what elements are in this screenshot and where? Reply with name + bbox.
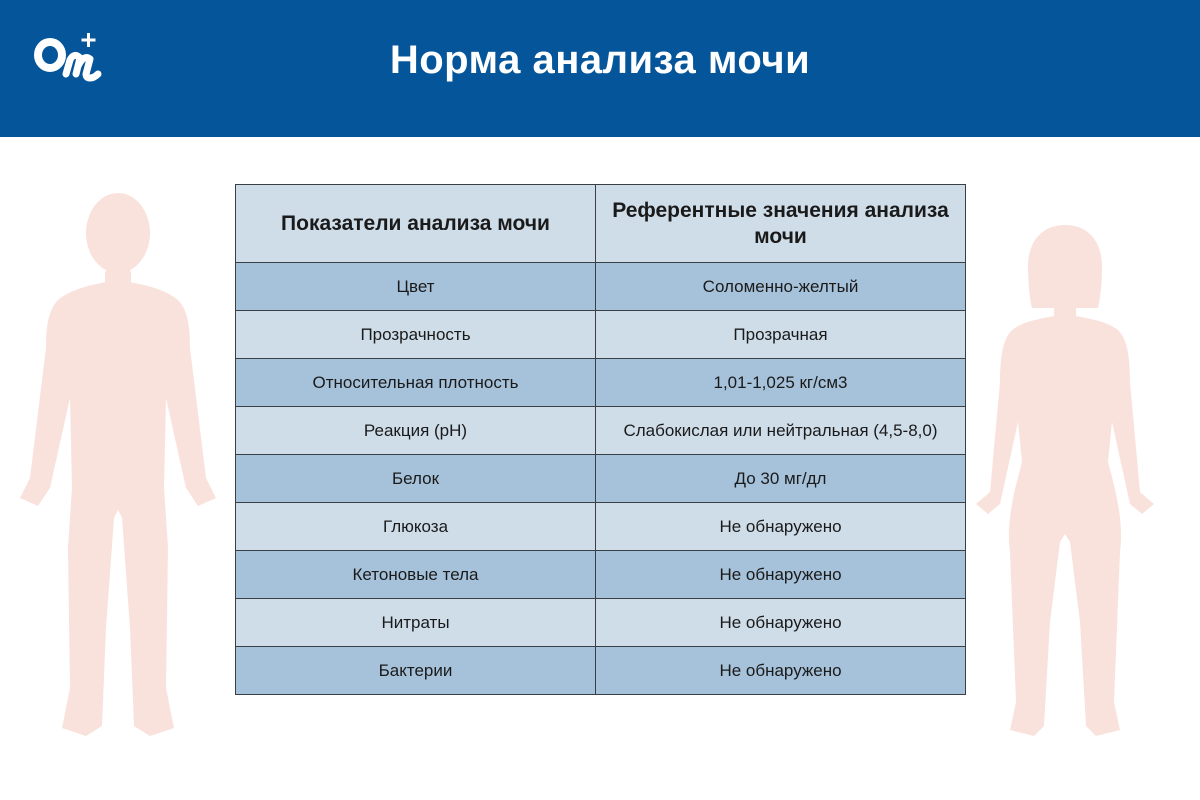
table-row — [236, 551, 966, 599]
column-header-indicator: Показатели анализа мочи — [236, 185, 596, 263]
table-row — [236, 599, 966, 647]
indicator-cell: Бактерии — [236, 647, 596, 695]
table-row — [236, 647, 966, 695]
reference-cell: Не обнаружено — [596, 599, 966, 647]
reference-cell: Не обнаружено — [596, 647, 966, 695]
table-header-row — [236, 185, 966, 263]
table-row — [236, 359, 966, 407]
reference-cell: Слабокислая или нейтральная (4,5-8,0) — [596, 407, 966, 455]
indicator-cell: Белок — [236, 455, 596, 503]
urine-reference-table — [235, 184, 966, 695]
reference-cell: 1,01-1,025 кг/см3 — [596, 359, 966, 407]
table-row — [236, 311, 966, 359]
indicator-cell: Прозрачность — [236, 311, 596, 359]
page-title: Норма анализа мочи — [389, 38, 811, 82]
column-header-reference: Референтные значения анализа мочи — [596, 185, 966, 263]
reference-cell: Не обнаружено — [596, 503, 966, 551]
header-bar — [0, 0, 1200, 137]
table-row — [236, 407, 966, 455]
reference-cell: Соломенно-желтый — [596, 263, 966, 311]
table-row — [236, 263, 966, 311]
female-silhouette-icon — [970, 222, 1160, 744]
indicator-cell: Реакция (рН) — [236, 407, 596, 455]
indicator-cell: Относительная плотность — [236, 359, 596, 407]
indicator-cell: Кетоновые тела — [236, 551, 596, 599]
reference-cell: Прозрачная — [596, 311, 966, 359]
table-row — [236, 503, 966, 551]
reference-cell: Не обнаружено — [596, 551, 966, 599]
indicator-cell: Глюкоза — [236, 503, 596, 551]
table-row — [236, 455, 966, 503]
indicator-cell: Нитраты — [236, 599, 596, 647]
reference-cell: До 30 мг/дл — [596, 455, 966, 503]
indicator-cell: Цвет — [236, 263, 596, 311]
male-silhouette-icon — [10, 188, 225, 748]
